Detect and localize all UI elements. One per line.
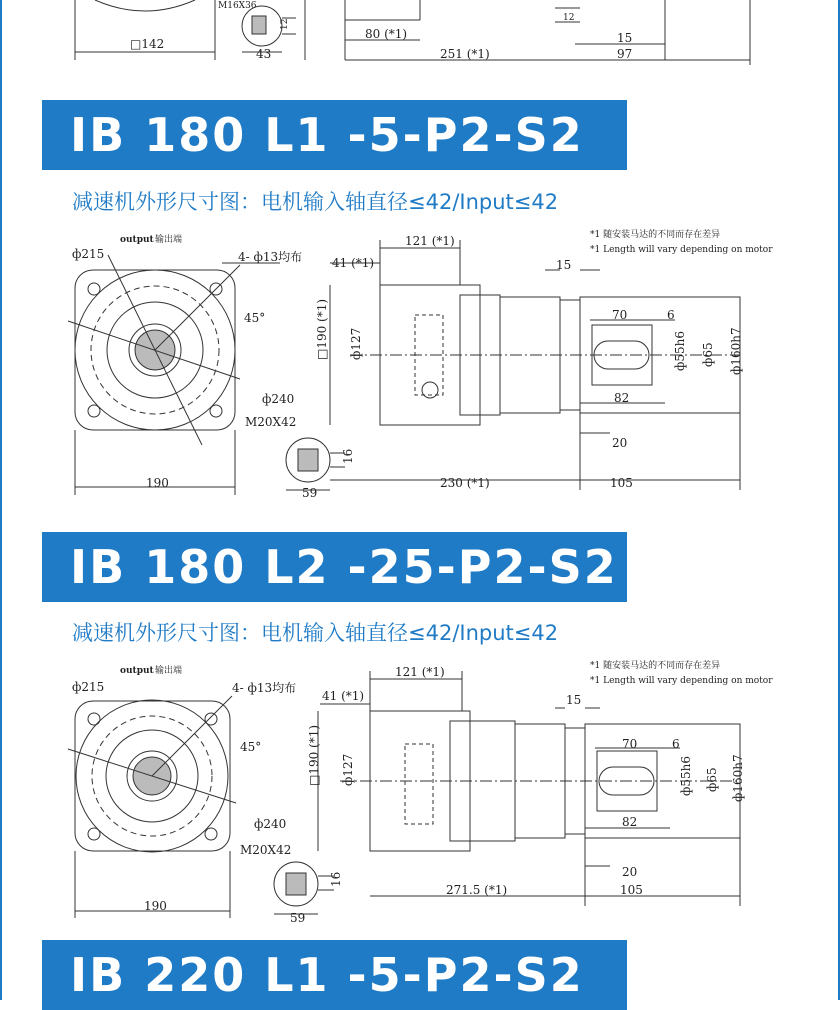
dim-d20-1: 20 (612, 436, 628, 450)
model-banner-3: IB 220 L1 -5-P2-S2 (42, 940, 627, 1010)
model-banner-1: IB 180 L1 -5-P2-S2 (42, 100, 627, 170)
top-d15: 15 (617, 31, 633, 45)
dim-d70-2: 70 (622, 737, 638, 751)
dim-holes-2: 4- ф13均布 (232, 681, 297, 695)
dim-d215-1: ф215 (72, 247, 105, 261)
top-d43: 43 (256, 47, 272, 61)
dim-sq190-2: □190 (*1) (307, 724, 321, 786)
dim-d15-2: 15 (566, 693, 582, 707)
output-label-cn-1: 输出端 (155, 235, 183, 245)
top-d142: □142 (130, 37, 165, 51)
dim-d127-1: ф127 (349, 327, 363, 360)
output-label-1: output (120, 235, 154, 245)
note1-2: *1 随安装马达的不同而存在差异 (590, 661, 721, 671)
dim-sq190-1: □190 (*1) (315, 298, 329, 360)
dimension-drawing-2 (0, 656, 840, 931)
dim-d65-1: ф65 (701, 342, 715, 367)
note2-2: *1 Length will vary depending on motor (590, 676, 773, 686)
dim-d127-2: ф127 (341, 753, 355, 786)
dim-d20-2: 20 (622, 865, 638, 879)
dim-w190-1: 190 (146, 476, 169, 490)
dim-d65-2: ф65 (705, 767, 719, 792)
dim-d230-1: 230 (*1) (440, 476, 490, 490)
top-fragment-drawing (0, 0, 840, 75)
dim-d6-1: 6 (667, 308, 675, 322)
dim-d41-2: 41 (*1) (322, 689, 365, 703)
top-d251: 251 (*1) (440, 47, 490, 61)
dim-d6-2: 6 (672, 737, 680, 751)
dim-angle-2: 45° (240, 740, 262, 754)
dim-d82-1: 82 (614, 391, 630, 405)
dim-key59-1: 59 (302, 486, 318, 500)
dim-d105-2: 105 (620, 883, 643, 897)
dim-d121-1: 121 (*1) (405, 234, 455, 248)
dim-d240-2: ф240 (254, 817, 287, 831)
dim-d15-1: 15 (556, 258, 572, 272)
dim-key16-1: 16 (341, 448, 355, 464)
dim-d41-1: 41 (*1) (332, 256, 375, 270)
dim-d55-1: ф55h6 (673, 330, 687, 371)
top-m16: M16X36 (218, 1, 257, 11)
dim-d215-2: ф215 (72, 680, 105, 694)
dim-d160-1: ф160h7 (729, 327, 743, 375)
dim-key59-2: 59 (290, 911, 306, 925)
top-d97: 97 (617, 47, 633, 61)
note2-1: *1 Length will vary depending on motor (590, 245, 773, 255)
section-subtitle-2: 减速机外形尺寸图：电机输入轴直径≤42/Input≤42 (72, 621, 559, 645)
dim-d121-2: 121 (*1) (395, 665, 445, 679)
model-banner-2: IB 180 L2 -25-P2-S2 (42, 532, 627, 602)
dimension-drawing-1 (0, 225, 840, 510)
dim-d82-2: 82 (622, 815, 638, 829)
top-d12b: 12 (563, 13, 575, 23)
dim-d55-2: ф55h6 (679, 755, 693, 796)
dim-d230-2: 271.5 (*1) (446, 883, 508, 897)
output-label-cn-2: 输出端 (155, 666, 183, 676)
dim-holes-1: 4- ф13均布 (238, 250, 303, 264)
top-d80: 80 (*1) (365, 27, 408, 41)
output-label-2: output (120, 666, 154, 676)
dim-d240-1: ф240 (262, 392, 295, 406)
note1-1: *1 随安装马达的不同而存在差异 (590, 230, 721, 240)
dim-d160-2: ф160h7 (731, 754, 745, 802)
dim-angle-1: 45° (244, 311, 266, 325)
top-d12: 12 (280, 18, 290, 30)
dim-w190-2: 190 (144, 899, 167, 913)
dim-d70-1: 70 (612, 308, 628, 322)
dim-thread-1: M20X42 (245, 415, 297, 429)
section-subtitle-1: 减速机外形尺寸图：电机输入轴直径≤42/Input≤42 (72, 190, 559, 214)
dim-key16-2: 16 (329, 871, 343, 887)
dim-d105-1: 105 (610, 476, 633, 490)
dim-thread-2: M20X42 (240, 843, 292, 857)
